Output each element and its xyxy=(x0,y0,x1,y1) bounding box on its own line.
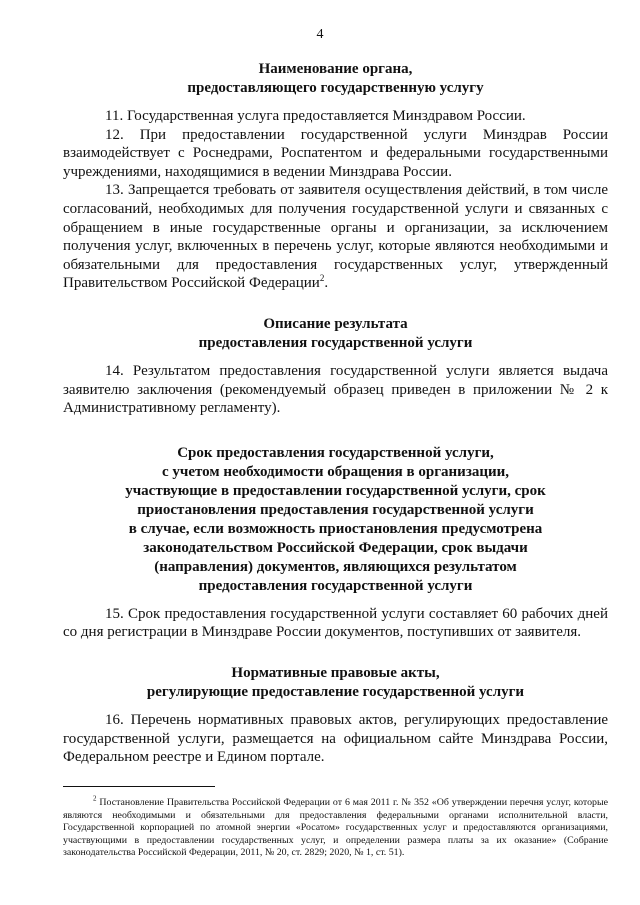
heading-line: Описание результата xyxy=(263,315,408,332)
heading-line: с учетом необходимости обращения в организации, xyxy=(161,463,510,480)
paragraph-13-end: . xyxy=(324,275,329,292)
heading-line: Срок предоставления государственной услуги, xyxy=(177,444,494,461)
section-heading-acts xyxy=(63,664,608,702)
section-heading-term xyxy=(63,444,608,596)
footnote-reference: 2 xyxy=(319,273,325,284)
paragraph-11: 11. Государственная услуга предоставляется Минздравом России. xyxy=(105,108,526,124)
heading-line: приостановления предоставления государственной услуги xyxy=(137,501,534,518)
heading-line: предоставления государственной услуги xyxy=(198,334,473,351)
page-number: 4 xyxy=(316,27,324,42)
heading-line: Нормативные правовые акты, xyxy=(231,664,440,681)
heading-line: законодательством Российской Федерации, срок выдачи xyxy=(143,539,528,556)
heading-line: (направления) документов, являющихся результатом xyxy=(154,558,517,575)
heading-line: предоставления государственной услуги xyxy=(198,577,473,594)
footnote xyxy=(63,794,608,860)
heading-line: в случае, если возможность приостановления предусмотрена xyxy=(128,520,543,537)
heading-line: регулирующие предоставление государственной услуги xyxy=(146,683,525,700)
footnote-text: Постановление Правительства Российской Федерации от 6 мая 2011 г. № 352 «Об утверждении перечня услуг, которые являются необходимыми и обязательными для предоставления федеральными органами исполнительной власти, Государственной корпорацией по атомной энергии «Росатом» государственных услуг и предоставляются организациями, участвующими в предоставлении государственных услуг, и определении размера платы за их оказание» (Собрание законодательства Российской Федерации, 2011, № 20, ст. 2829; 2020, № 1, ст. 51). xyxy=(63,797,608,859)
heading-line: участвующие в предоставлении государственной услуги, срок xyxy=(125,482,546,499)
paragraph-15: 15. Срок предоставления государственной услуги составляет 60 рабочих дней со дня регистрации в Минздраве России документов, поступивших от заявителя. xyxy=(63,605,608,641)
document-body xyxy=(63,60,608,767)
paragraph-16: 16. Перечень нормативных правовых актов, регулирующих предоставление государственной услуги, размещается на официальном сайте Минздрава России, Федеральном реестре и Едином портале. xyxy=(63,711,608,766)
paragraph-13 xyxy=(63,181,608,293)
section-heading-authority xyxy=(63,60,608,98)
heading-line: Наименование органа, xyxy=(258,61,413,77)
footnote-separator xyxy=(63,786,215,787)
section-heading-result xyxy=(63,315,608,353)
paragraph-13-text: 13. Запрещается требовать от заявителя осуществления действий, в том числе согласований, необходимых для получения государственной услуги и связанных с обращением в иные государственные органы и организации, за исключением получения услуг, включенных в перечень услуг, которые являются необходимыми и обязательными для предоставления государственных услуг, утвержденный Правительством Российской Федерации xyxy=(63,182,608,292)
paragraph-12: 12. При предоставлении государственной услуги Минздрав России взаимодействует с Роснедрами, Роспатентом и федеральными государственными учреждениями, находящимися в ведении Минздрава России. xyxy=(63,126,608,180)
heading-line: предоставляющего государственную услугу xyxy=(187,80,484,96)
paragraph-14: 14. Результатом предоставления государственной услуги является выдача заявителю заключения (рекомендуемый образец приведен в приложении № 2 к Административному регламенту). xyxy=(63,362,608,417)
footnote-marker: 2 xyxy=(93,794,97,803)
